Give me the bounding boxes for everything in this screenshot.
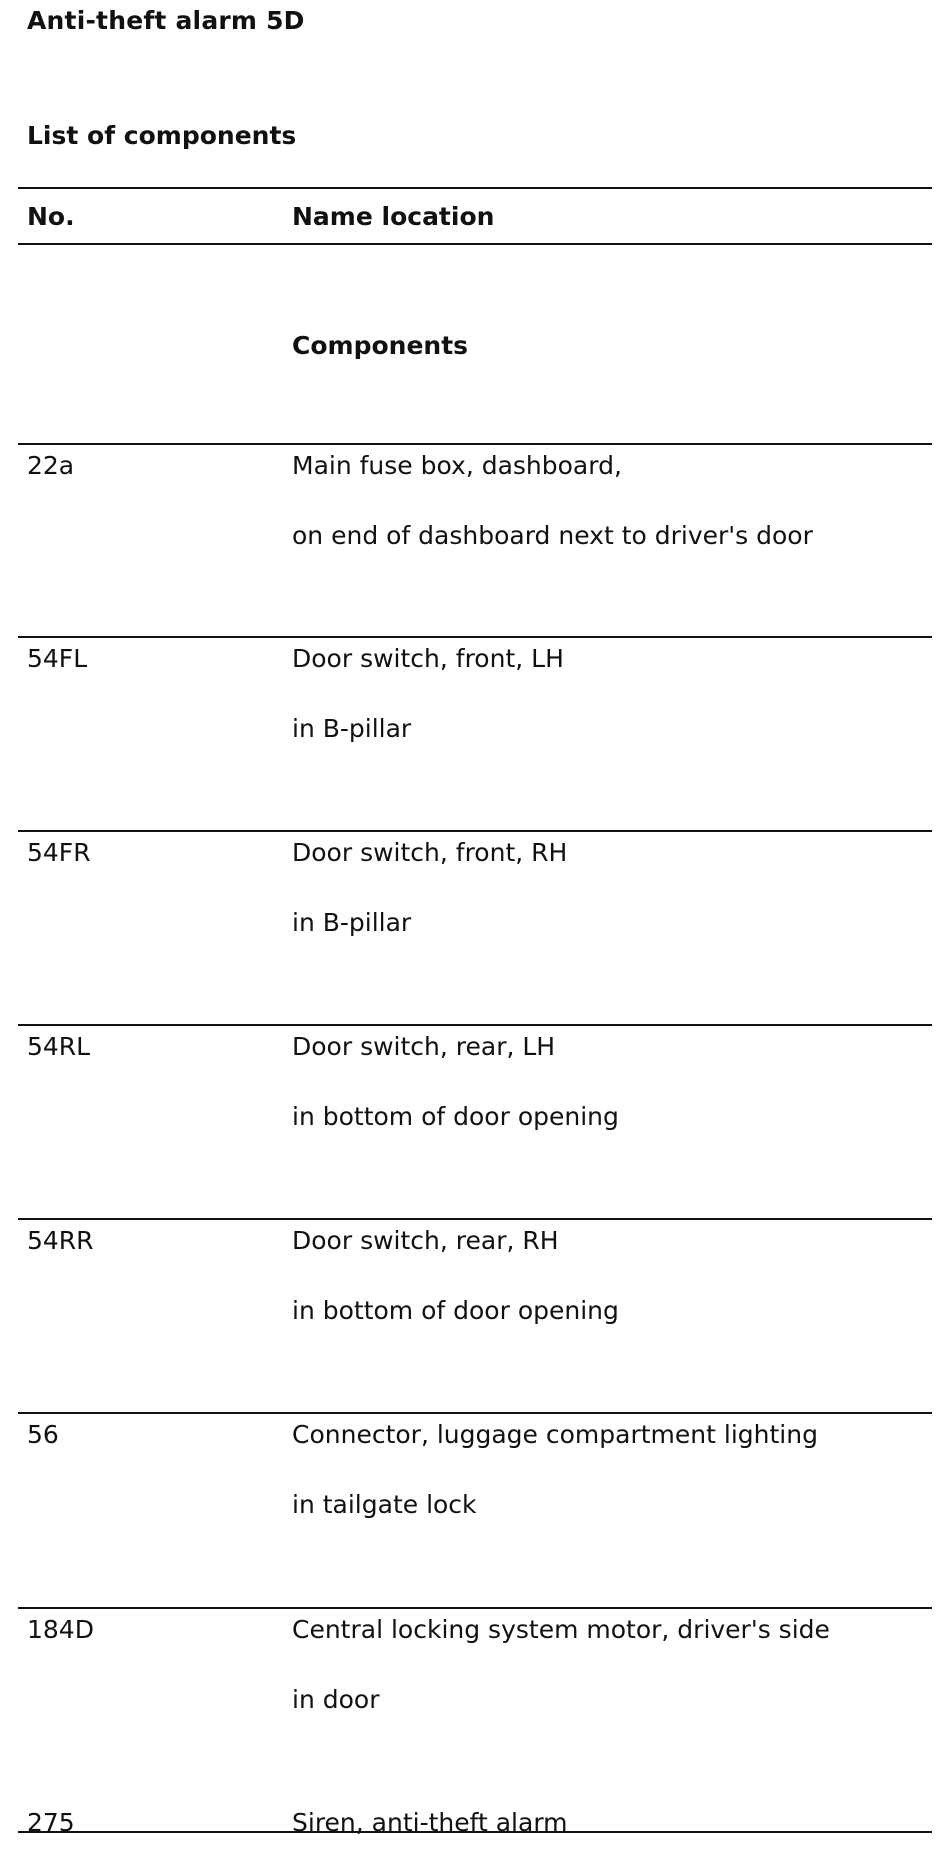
header-no: No.: [27, 202, 75, 231]
component-location: in bottom of door opening: [292, 1296, 619, 1325]
component-location: in B-pillar: [292, 908, 412, 937]
row-divider: [18, 1218, 932, 1220]
row-number: 184D: [27, 1615, 94, 1644]
component-name: Door switch, front, LH: [292, 644, 564, 673]
row-number: 54FR: [27, 838, 91, 867]
row-divider: [18, 636, 932, 638]
component-name: Connector, luggage compartment lighting: [292, 1420, 818, 1449]
component-name: Central locking system motor, driver's side: [292, 1615, 830, 1644]
component-name: Siren, anti-theft alarm: [292, 1808, 568, 1837]
section-title: List of components: [27, 121, 297, 150]
row-divider: [18, 1412, 932, 1414]
row-number: 54FL: [27, 644, 88, 673]
component-name: Door switch, front, RH: [292, 838, 568, 867]
component-location: on end of dashboard next to driver's door: [292, 521, 813, 550]
component-name: Main fuse box, dashboard,: [292, 451, 622, 480]
table-header-rule: [18, 243, 932, 245]
component-location: in bottom of door opening: [292, 1102, 619, 1131]
header-name-location: Name location: [292, 202, 495, 231]
table-top-rule: [18, 187, 932, 189]
row-number: 54RR: [27, 1226, 94, 1255]
row-divider: [18, 443, 932, 445]
row-number: 54RL: [27, 1032, 91, 1061]
row-divider: [18, 830, 932, 832]
row-divider: [18, 1024, 932, 1026]
group-label-components: Components: [292, 331, 469, 360]
document-title: Anti-theft alarm 5D: [27, 6, 305, 35]
component-location: in door: [292, 1685, 380, 1714]
row-number: 56: [27, 1420, 59, 1449]
row-number: 22a: [27, 451, 75, 480]
component-name: Door switch, rear, RH: [292, 1226, 559, 1255]
row-number: 275: [27, 1808, 75, 1837]
component-location: in B-pillar: [292, 714, 412, 743]
row-divider: [18, 1607, 932, 1609]
component-location: in tailgate lock: [292, 1490, 477, 1519]
component-name: Door switch, rear, LH: [292, 1032, 556, 1061]
